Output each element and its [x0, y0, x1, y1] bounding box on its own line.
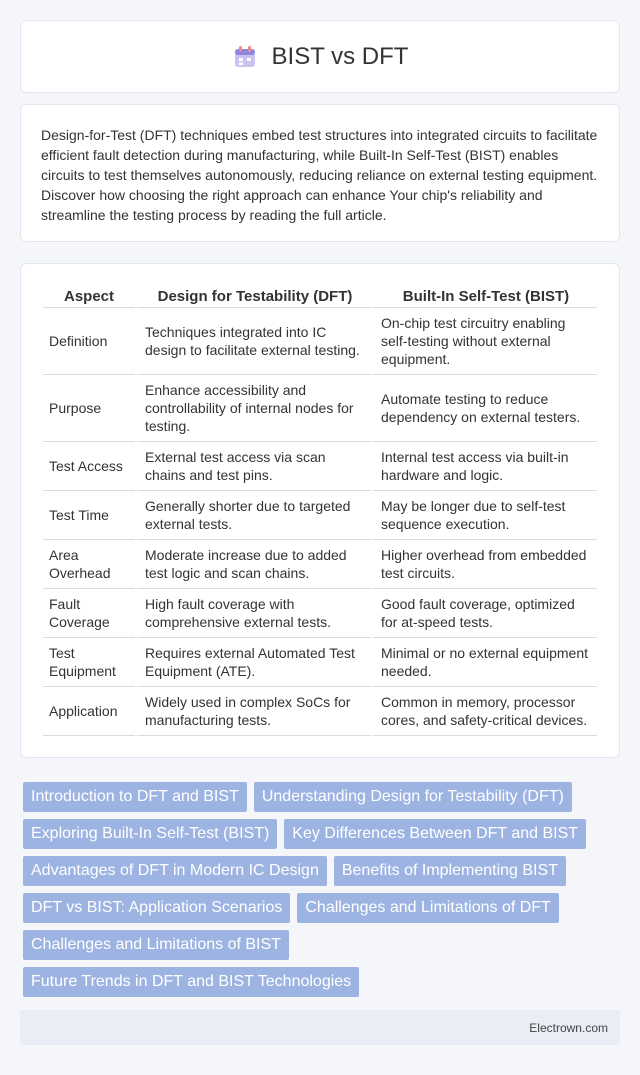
cell-dft: Moderate increase due to added test logic and scan chains.: [135, 540, 371, 589]
table-row: [43, 375, 597, 442]
comparison-table-card: [20, 263, 620, 758]
footer: [20, 1010, 620, 1045]
related-links: [23, 782, 617, 997]
cell-aspect: Test Time: [43, 491, 135, 540]
intro-card: [20, 104, 620, 242]
header-aspect: Aspect: [43, 284, 135, 308]
link-introduction[interactable]: Introduction to DFT and BIST: [23, 782, 247, 812]
cell-aspect: Purpose: [43, 375, 135, 442]
table-row: [43, 540, 597, 589]
cell-dft: Requires external Automated Test Equipment (ATE).: [135, 638, 371, 687]
link-exploring-bist[interactable]: Exploring Built-In Self-Test (BIST): [23, 819, 277, 849]
page-title: BIST vs DFT: [271, 42, 409, 70]
cell-dft: Widely used in complex SoCs for manufacturing tests.: [135, 687, 371, 736]
table-row: [43, 442, 597, 491]
calendar-icon: [232, 44, 258, 70]
table-header-row: [43, 284, 597, 308]
cell-bist: Higher overhead from embedded test circuits.: [371, 540, 597, 589]
link-future-trends[interactable]: Future Trends in DFT and BIST Technologies: [23, 967, 359, 997]
table-row: [43, 638, 597, 687]
table-row: [43, 589, 597, 638]
title-wrap: [232, 43, 409, 71]
link-benefits-bist[interactable]: Benefits of Implementing BIST: [334, 856, 566, 886]
cell-aspect: Application: [43, 687, 135, 736]
link-challenges-bist[interactable]: Challenges and Limitations of BIST: [23, 930, 289, 960]
cell-aspect: Test Equipment: [43, 638, 135, 687]
cell-bist: Automate testing to reduce dependency on external testers.: [371, 375, 597, 442]
cell-bist: Good fault coverage, optimized for at-speed tests.: [371, 589, 597, 638]
cell-dft: External test access via scan chains and test pins.: [135, 442, 371, 491]
cell-aspect: Fault Coverage: [43, 589, 135, 638]
cell-aspect: Area Overhead: [43, 540, 135, 589]
cell-dft: Generally shorter due to targeted external tests.: [135, 491, 371, 540]
link-key-differences[interactable]: Key Differences Between DFT and BIST: [284, 819, 586, 849]
table-row: [43, 687, 597, 736]
cell-bist: May be longer due to self-test sequence execution.: [371, 491, 597, 540]
header-bist: Built-In Self-Test (BIST): [371, 284, 597, 308]
cell-bist: On-chip test circuitry enabling self-testing without external equipment.: [371, 308, 597, 375]
cell-bist: Internal test access via built-in hardware and logic.: [371, 442, 597, 491]
link-understanding-dft[interactable]: Understanding Design for Testability (DFT): [254, 782, 572, 812]
intro-text: Design-for-Test (DFT) techniques embed test structures into integrated circuits to facilitate efficient fault detection during manufacturing, while Built-In Self-Test (BIST) enables circuits to test themselves autonomously, reducing reliance on external testing equipment. Discover how choosing the right approach can enhance Your chip's reliability and streamline the testing process by reading the full article.: [41, 127, 598, 223]
title-card: [20, 20, 620, 93]
cell-dft: Techniques integrated into IC design to facilitate external testing.: [135, 308, 371, 375]
table-row: [43, 308, 597, 375]
cell-dft: High fault coverage with comprehensive external tests.: [135, 589, 371, 638]
footer-site-name: Electrown.com: [529, 1020, 608, 1035]
cell-aspect: Test Access: [43, 442, 135, 491]
link-application-scenarios[interactable]: DFT vs BIST: Application Scenarios: [23, 893, 290, 923]
cell-dft: Enhance accessibility and controllability of internal nodes for testing.: [135, 375, 371, 442]
cell-bist: Minimal or no external equipment needed.: [371, 638, 597, 687]
cell-bist: Common in memory, processor cores, and safety-critical devices.: [371, 687, 597, 736]
header-dft: Design for Testability (DFT): [135, 284, 371, 308]
cell-aspect: Definition: [43, 308, 135, 375]
link-advantages-dft[interactable]: Advantages of DFT in Modern IC Design: [23, 856, 327, 886]
table-row: [43, 491, 597, 540]
link-challenges-dft[interactable]: Challenges and Limitations of DFT: [297, 893, 558, 923]
comparison-table: [43, 284, 597, 736]
